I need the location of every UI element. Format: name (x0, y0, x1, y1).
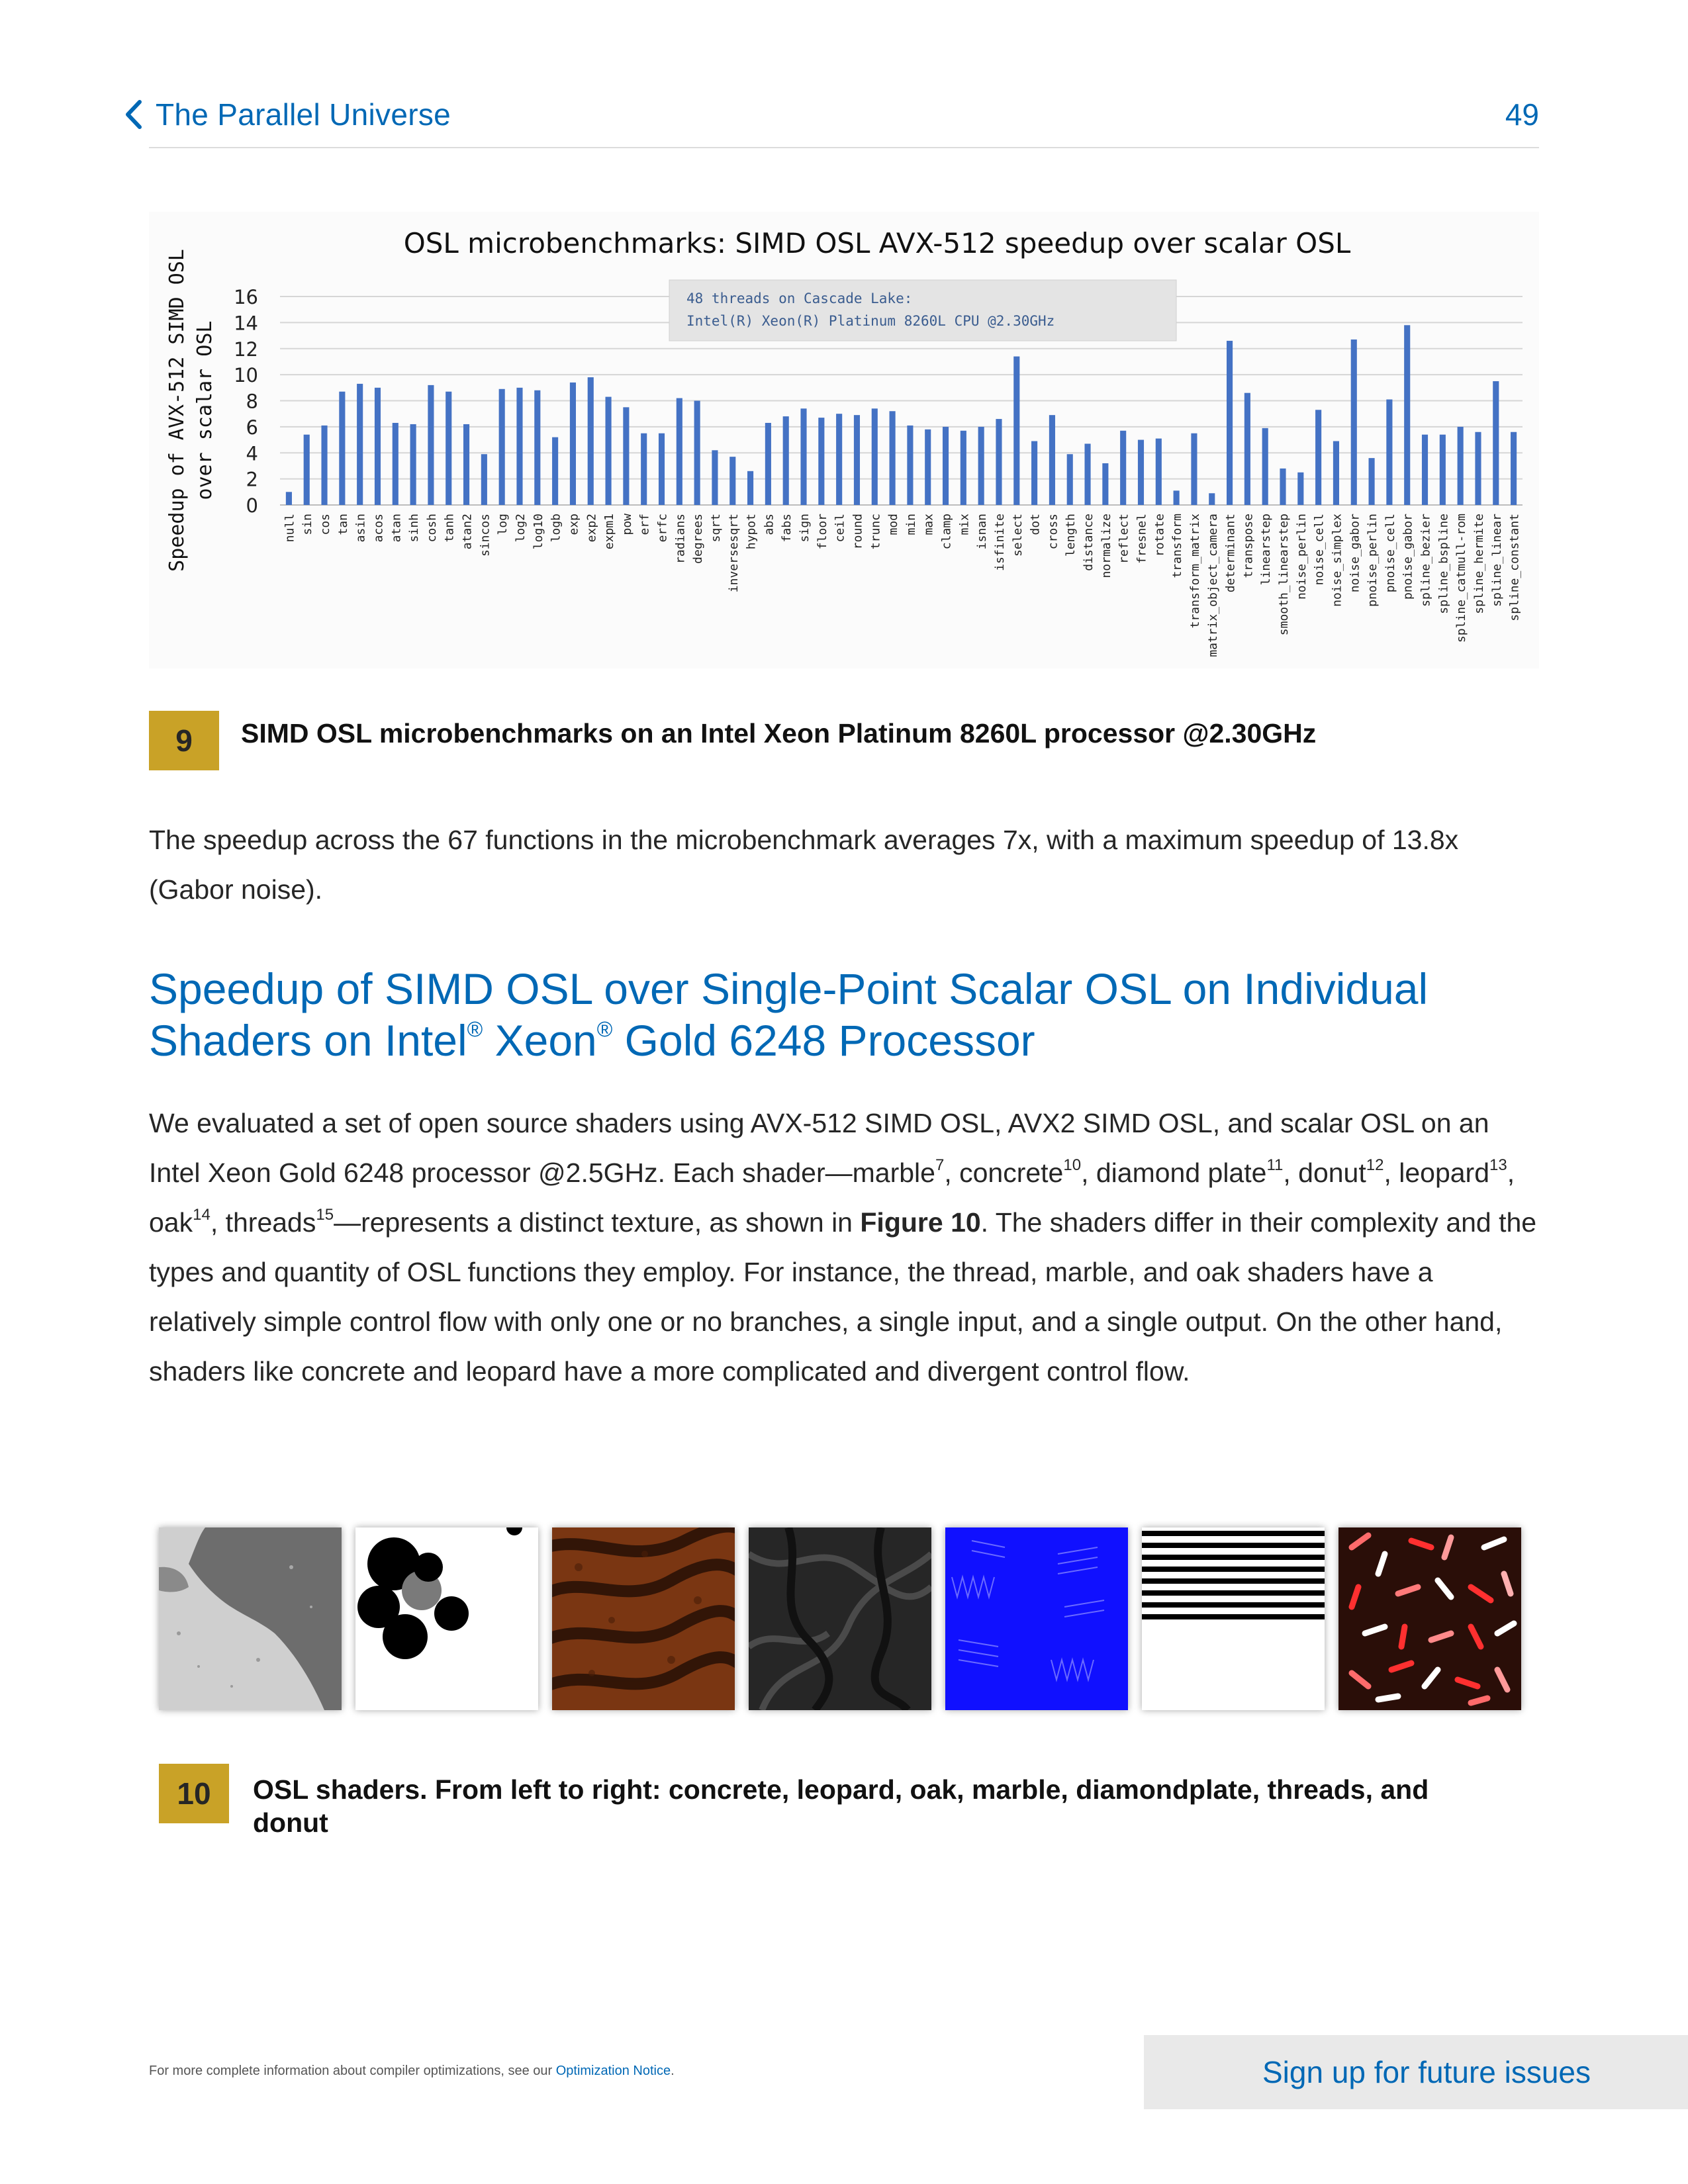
x-tick-label: ceil (833, 514, 847, 543)
shader-images-strip (154, 1522, 1536, 1714)
x-tick-label: mod (886, 514, 901, 535)
figure-10-badge: 10 (159, 1764, 229, 1823)
optimization-notice-link[interactable]: Optimization Notice (555, 2064, 671, 2078)
text-run: , concrete (944, 1158, 1064, 1188)
shader-diamondplate-image (945, 1527, 1128, 1710)
registered-mark: ® (467, 1017, 483, 1042)
bar (1102, 463, 1108, 505)
shader-oak-image (552, 1527, 735, 1710)
bar (890, 411, 896, 505)
x-tick-label: atan (389, 514, 404, 543)
chevron-left-icon[interactable] (121, 99, 146, 130)
bar (1280, 469, 1286, 505)
heading-text-part1: Speedup of SIMD OSL over Single-Point Scalar OSL on Individual Shaders on Intel (149, 964, 1429, 1065)
x-tick-label: determinant (1223, 514, 1238, 593)
x-tick-label: sincos (478, 514, 492, 557)
bar (375, 388, 381, 505)
figure-10-reference: Figure 10 (860, 1207, 981, 1238)
bar (1244, 393, 1250, 505)
y-tick-label: 14 (234, 312, 258, 335)
x-tick-label: pow (620, 514, 634, 535)
bar (641, 433, 647, 505)
reference-7[interactable]: 7 (935, 1156, 945, 1174)
x-tick-label: log10 (531, 514, 545, 550)
figure-10-caption: OSL shaders. From left to right: concrete, leopard, oak, marble, diamondplate, threads, and donut (253, 1774, 1429, 1838)
bar (1493, 381, 1499, 505)
bar (1031, 441, 1037, 505)
text-run: , leopard (1383, 1158, 1490, 1188)
bar (1191, 433, 1197, 505)
registered-mark: ® (596, 1017, 613, 1042)
x-tick-label: trunc (868, 514, 883, 550)
bar (961, 431, 966, 505)
bar (1013, 357, 1019, 505)
x-tick-label: length (1064, 514, 1078, 557)
x-tick-label: spline_bspline (1436, 514, 1451, 614)
bar (1475, 432, 1481, 505)
x-tick-label: cross (1046, 514, 1060, 550)
figure-9-badge: 9 (149, 711, 219, 770)
text-run: —represents a distinct texture, as shown in (334, 1207, 861, 1238)
heading-text-part3: Gold 6248 Processor (612, 1016, 1035, 1065)
bar (996, 419, 1002, 505)
bar (481, 454, 487, 505)
reference-13[interactable]: 13 (1489, 1156, 1507, 1174)
x-tick-label: cos (318, 514, 333, 535)
x-tick-label: degrees (691, 514, 706, 564)
bar (925, 430, 931, 505)
bar (321, 426, 327, 505)
x-tick-label: isnan (975, 514, 990, 550)
paragraph-shader-evaluation (149, 1099, 1539, 1396)
bar (1120, 431, 1126, 505)
bar (357, 384, 363, 505)
x-tick-label: spline_catmull-rom (1454, 514, 1469, 643)
bar (978, 427, 984, 505)
x-tick-label: rotate (1152, 514, 1167, 557)
y-axis-label: Speedup of AVX-512 SIMD OSL (165, 249, 189, 572)
bar (1138, 440, 1144, 505)
bar (552, 437, 558, 505)
y-tick-label: 6 (246, 416, 258, 439)
shader-concrete-image (159, 1527, 342, 1710)
x-tick-label: fresnel (1135, 514, 1149, 564)
x-tick-label: atan2 (460, 514, 475, 550)
x-tick-label: tan (336, 514, 350, 535)
x-tick-label: erfc (655, 514, 670, 543)
signup-label: Sign up for future issues (1262, 2055, 1591, 2089)
x-tick-label: noise_perlin (1294, 514, 1309, 600)
bar (1369, 458, 1375, 505)
bar (1458, 427, 1464, 505)
publication-title[interactable]: The Parallel Universe (156, 97, 451, 132)
x-tick-label: acos (371, 514, 386, 543)
x-tick-label: pnoise_perlin (1366, 514, 1380, 607)
x-tick-label: max (921, 514, 936, 535)
speedup-bar-chart (149, 212, 1539, 668)
bar (854, 415, 860, 505)
y-tick-label: 10 (234, 364, 258, 387)
x-tick-label: transpose (1241, 514, 1256, 578)
bar (1227, 341, 1233, 505)
x-tick-label: logb (549, 514, 563, 543)
x-tick-label: dot (1028, 514, 1043, 535)
bar (393, 423, 399, 505)
x-tick-label: transform (1170, 514, 1185, 578)
x-tick-label: sign (798, 514, 812, 543)
y-axis-label: over scalar OSL (193, 320, 216, 500)
x-tick-label: spline_bezier (1419, 514, 1433, 607)
bar (499, 389, 505, 505)
bar (677, 398, 682, 505)
y-tick-label: 12 (234, 338, 258, 361)
bar (1084, 443, 1090, 505)
bar (1209, 493, 1215, 505)
bar (872, 408, 878, 505)
header-divider (149, 147, 1539, 148)
bar (304, 435, 310, 505)
bar (836, 414, 842, 505)
bar (588, 377, 594, 505)
chart-annotation-box (669, 280, 1176, 341)
x-tick-label: log (496, 514, 510, 535)
bar (747, 471, 753, 505)
section-heading (149, 963, 1572, 1066)
page-number: 49 (1505, 97, 1539, 132)
x-tick-label: matrix_object_camera (1205, 514, 1220, 657)
bar (516, 388, 522, 505)
x-tick-label: linearstep (1259, 514, 1274, 586)
x-tick-label: exp2 (585, 514, 599, 543)
shader-marble-image (749, 1527, 931, 1710)
bar (1422, 435, 1428, 505)
chart-annotation-text: Intel(R) Xeon(R) Platinum 8260L CPU @2.30GHz (686, 313, 1055, 329)
reference-12[interactable]: 12 (1366, 1156, 1384, 1174)
x-tick-label: radians (673, 514, 688, 564)
heading-text-part2: Xeon (483, 1016, 597, 1065)
reference-11[interactable]: 11 (1266, 1156, 1284, 1174)
header-nav[interactable] (121, 97, 451, 132)
bar (623, 407, 629, 505)
x-tick-label: sqrt (708, 514, 723, 543)
reference-14[interactable]: 14 (193, 1206, 211, 1224)
x-tick-label: round (851, 514, 865, 550)
x-tick-label: noise_gabor (1348, 514, 1362, 593)
text-run: We evaluated a set of open source shaders using AVX-512 SIMD OSL, AVX2 SIMD OSL, and scalar OSL on an Intel Xeon Gold 6248 processor @2.5GHz. Each shader—marble (149, 1108, 1489, 1188)
bar (818, 418, 824, 505)
bar (1440, 435, 1446, 505)
bar (1174, 490, 1180, 505)
x-tick-label: noise_cell (1312, 514, 1327, 586)
x-tick-label: smooth_linearstep (1277, 514, 1291, 636)
x-tick-label: isfinite (992, 514, 1007, 571)
y-tick-label: 0 (246, 494, 258, 517)
bar (1156, 439, 1162, 505)
x-tick-label: asin (353, 514, 368, 543)
x-tick-label: mix (957, 514, 972, 535)
bar (606, 397, 612, 505)
x-tick-label: hypot (744, 514, 759, 550)
bar (1404, 325, 1410, 505)
x-tick-label: log2 (513, 514, 528, 543)
bar (1386, 400, 1392, 505)
bar (1333, 441, 1339, 505)
x-tick-label: spline_constant (1507, 514, 1522, 621)
y-tick-label: 8 (246, 390, 258, 413)
bar (445, 392, 451, 505)
paragraph-speedup-summary: The speedup across the 67 functions in the microbenchmark averages 7x, with a maximum speedup of 13.8x (Gabor noise). (149, 825, 1459, 905)
x-tick-label: min (904, 514, 918, 535)
x-tick-label: spline_linear (1489, 514, 1504, 607)
shader-threads-image (1142, 1527, 1325, 1710)
bar (765, 423, 771, 505)
y-tick-label: 16 (234, 286, 258, 308)
y-tick-label: 4 (246, 442, 258, 465)
bar (694, 401, 700, 506)
x-tick-label: abs (762, 514, 776, 535)
shader-donut-image (1338, 1527, 1521, 1710)
bar (943, 427, 949, 505)
figure-9-caption: SIMD OSL microbenchmarks on an Intel Xeon Platinum 8260L processor @2.30GHz (241, 718, 1317, 749)
bar (729, 457, 735, 505)
x-tick-label: sin (301, 514, 315, 535)
x-tick-label: inversesqrt (726, 514, 741, 593)
shader-leopard-image (355, 1527, 538, 1710)
bar (783, 416, 789, 505)
x-tick-label: pnoise_gabor (1401, 514, 1415, 600)
bar (800, 408, 806, 505)
text-run: , threads (210, 1207, 316, 1238)
x-tick-label: reflect (1117, 514, 1131, 564)
bar (1297, 473, 1303, 505)
figure-9-chart (149, 212, 1539, 668)
text-run: . The shaders differ in their complexity and the types and quantity of OSL functions they employ. For instance, the thread, marble, and oak shaders have a relatively simple control flow with only one or no branches, a single input, and a single output. On the other hand, shaders like concrete and leopard have a more complicated and divergent control flow. (149, 1207, 1537, 1387)
x-tick-label: erf (637, 514, 652, 535)
x-tick-label: transform_matrix (1188, 514, 1202, 629)
footer-note-text: For more complete information about compiler optimizations, see our (149, 2064, 556, 2078)
bar (1351, 340, 1357, 505)
chart-title: OSL microbenchmarks: SIMD OSL AVX-512 speedup over scalar OSL (403, 227, 1351, 259)
bar (534, 390, 540, 505)
x-tick-label: spline_hermite (1472, 514, 1486, 614)
reference-15[interactable]: 15 (316, 1206, 334, 1224)
footer-note-end: . (671, 2064, 675, 2078)
bar (712, 450, 718, 505)
x-tick-label: tanh (442, 514, 457, 543)
text-run: , donut (1283, 1158, 1366, 1188)
bar (463, 424, 469, 505)
bar (1262, 428, 1268, 505)
x-tick-label: normalize (1099, 514, 1113, 578)
text-run: , diamond plate (1081, 1158, 1267, 1188)
bar (339, 392, 345, 505)
bar (659, 433, 665, 505)
x-tick-label: sinh (407, 514, 422, 543)
bar (570, 383, 576, 505)
x-tick-label: distance (1082, 514, 1096, 571)
x-tick-label: cosh (424, 514, 439, 543)
x-tick-label: pnoise_cell (1383, 514, 1397, 593)
bar (1067, 454, 1073, 505)
y-tick-label: 2 (246, 468, 258, 491)
x-tick-label: floor (815, 514, 829, 550)
bar (1511, 432, 1517, 505)
bar (907, 426, 913, 505)
bar (410, 424, 416, 505)
bar (286, 492, 292, 505)
x-tick-label: select (1010, 514, 1025, 557)
bar (1049, 415, 1055, 505)
x-tick-label: clamp (939, 514, 954, 550)
x-tick-label: expm1 (602, 514, 617, 550)
x-tick-label: null (283, 514, 297, 543)
text-run: , oak (149, 1158, 1515, 1238)
x-tick-label: fabs (780, 514, 794, 543)
footer-note (149, 2064, 675, 2079)
signup-button[interactable] (1144, 2035, 1688, 2109)
x-tick-label: noise_simplex (1330, 514, 1344, 607)
bar (428, 385, 434, 505)
reference-10[interactable]: 10 (1063, 1156, 1082, 1174)
x-tick-label: exp (567, 514, 581, 535)
bar (1315, 410, 1321, 505)
chart-annotation-text: 48 threads on Cascade Lake: (686, 291, 913, 306)
